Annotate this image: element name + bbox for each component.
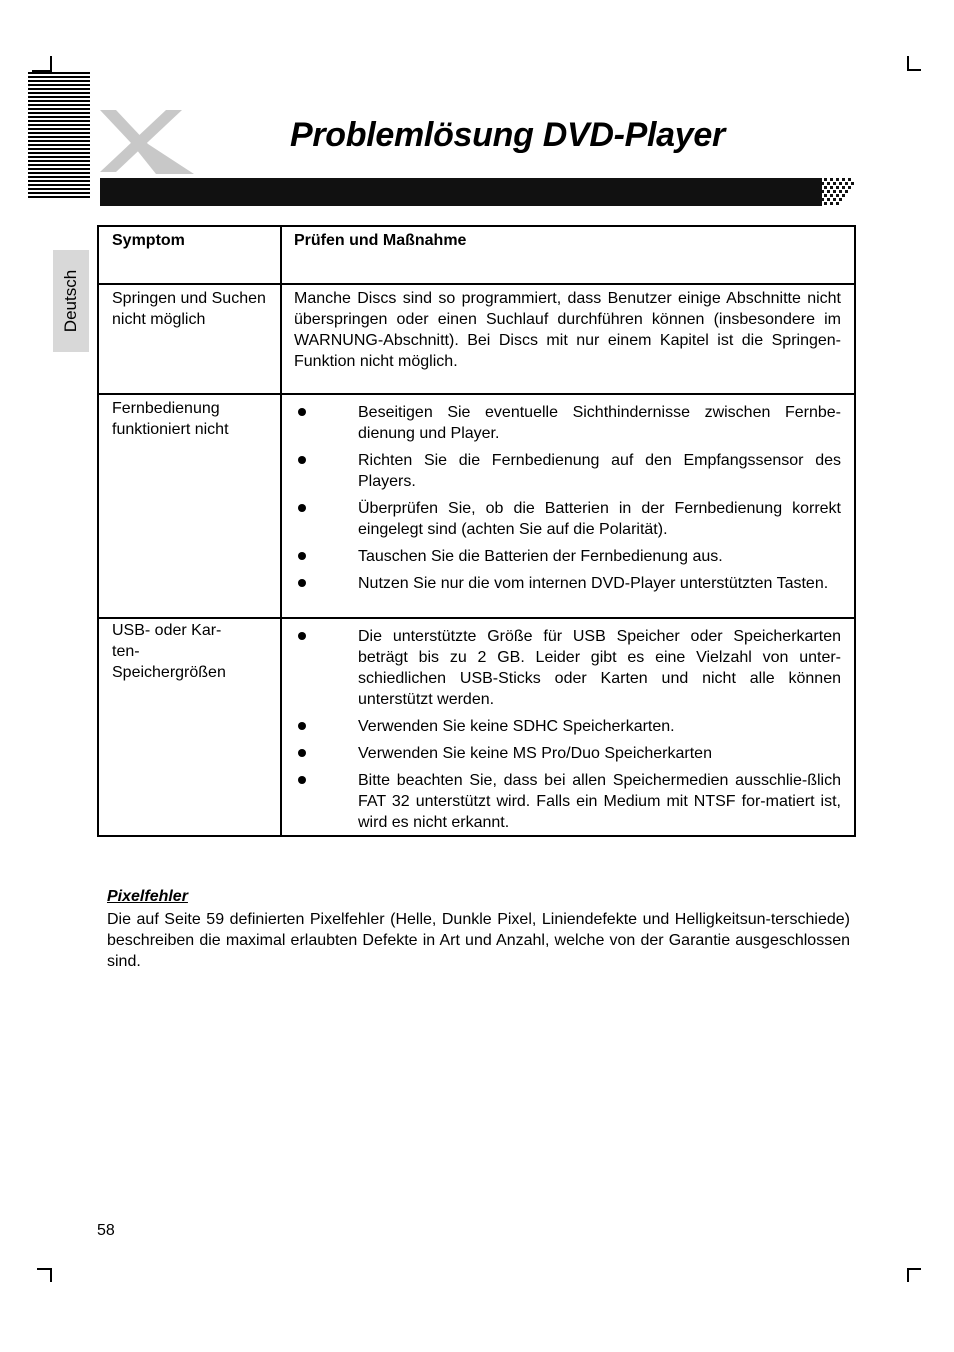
list-item-text: Verwenden Sie keine SDHC Speicherkarten. xyxy=(358,718,675,735)
list-item xyxy=(294,626,841,710)
symptom-text: USB- oder Kar-ten-Speichergrößen xyxy=(112,622,226,681)
bullet-icon xyxy=(298,552,306,560)
column-header-action: Prüfen und Maßnahme xyxy=(294,232,467,249)
bullet-icon xyxy=(298,456,306,464)
crop-mark-bottom-left-v xyxy=(50,1268,52,1282)
language-tab-label: Deutsch xyxy=(61,269,80,333)
symptom-cell xyxy=(98,284,281,394)
list-item xyxy=(294,770,841,833)
table-row xyxy=(98,618,855,836)
list-item-text: Überprüfen Sie, ob die Batterien in der Fernbedienung korrekt eingelegt sind (achten Sie auf die Polarität). xyxy=(358,500,841,538)
page-title: Problemlösung DVD-Player xyxy=(290,116,725,154)
list-item xyxy=(294,743,841,764)
crop-mark-bottom-right-h xyxy=(907,1268,921,1270)
symptom-cell xyxy=(98,394,281,618)
bullet-icon xyxy=(298,749,306,757)
crop-mark-bottom-right-v xyxy=(907,1268,909,1282)
page-number: 58 xyxy=(97,1222,115,1239)
list-item xyxy=(294,498,841,540)
action-text: Manche Discs sind so programmiert, dass Benutzer einige Abschnitte nicht überspringen oder einen Suchlauf durchführen können (insbesondere im WARNUNG-Abschnitt). Bei Discs mit nur einem Kapitel ist die Springen-Funktion nicht möglich. xyxy=(294,290,841,370)
list-item xyxy=(294,573,841,594)
table-header-row xyxy=(98,226,855,284)
header-cell-action xyxy=(281,226,855,284)
list-item-text: Verwenden Sie keine MS Pro/Duo Speicherkarten xyxy=(358,745,712,762)
bullet-icon xyxy=(298,776,306,784)
action-cell xyxy=(281,394,855,618)
list-item-text: Tauschen Sie die Batterien der Fernbedienung aus. xyxy=(358,548,723,565)
language-tab xyxy=(53,250,89,352)
bullet-icon xyxy=(298,632,306,640)
pixelfehler-heading: Pixelfehler xyxy=(107,888,188,905)
list-item-text: Die unterstützte Größe für USB Speicher oder Speicherkarten beträgt bis zu 2 GB. Leider gibt es eine Vielzahl von unter-schiedlichen USB-Sticks oder Karten und nicht alle können unterstützt werden. xyxy=(358,628,841,708)
list-item xyxy=(294,402,841,444)
header-cell-symptom xyxy=(98,226,281,284)
list-item xyxy=(294,716,841,737)
symptom-cell xyxy=(98,618,281,836)
title-bar-dot-pattern xyxy=(818,178,856,206)
list-item xyxy=(294,450,841,492)
table-row xyxy=(98,394,855,618)
list-item-text: Bitte beachten Sie, dass bei allen Speichermedien ausschlie-ßlich FAT 32 unterstützt wird. Falls ein Medium mit NTSF for-matiert ist, wird es nicht erkannt. xyxy=(358,772,841,831)
troubleshooting-table xyxy=(97,225,856,837)
bullet-list xyxy=(294,402,841,594)
table-row xyxy=(98,284,855,394)
decorative-stripes xyxy=(28,72,90,200)
symptom-text: Fernbedienung funktioniert nicht xyxy=(112,400,229,438)
action-cell xyxy=(281,284,855,394)
list-item-text: Richten Sie die Fernbedienung auf den Empfangssensor des Players. xyxy=(358,452,841,490)
bullet-list xyxy=(294,626,841,833)
brand-x-logo-icon xyxy=(96,106,196,178)
crop-mark-top-right-h xyxy=(907,69,921,71)
list-item xyxy=(294,546,841,567)
list-item-text: Nutzen Sie nur die vom internen DVD-Player unterstützten Tasten. xyxy=(358,575,829,592)
action-cell xyxy=(281,618,855,836)
pixelfehler-paragraph: Die auf Seite 59 definierten Pixelfehler (Helle, Dunkle Pixel, Liniendefekte und Helligkeitsun-terschiede) beschreiben die maximal erlaubten Defekte in Art und Anzahl, welche von der Garantie ausgeschlossen sind. xyxy=(107,911,850,970)
symptom-text: Springen und Suchen nicht möglich xyxy=(112,290,266,328)
list-item-text: Beseitigen Sie eventuelle Sichthindernisse zwischen Fernbe-dienung und Player. xyxy=(358,404,841,442)
column-header-symptom: Symptom xyxy=(112,232,185,249)
bullet-icon xyxy=(298,408,306,416)
bullet-icon xyxy=(298,722,306,730)
crop-mark-top-left-v xyxy=(50,56,52,72)
bullet-icon xyxy=(298,504,306,512)
title-bar xyxy=(100,178,822,206)
bullet-icon xyxy=(298,579,306,587)
